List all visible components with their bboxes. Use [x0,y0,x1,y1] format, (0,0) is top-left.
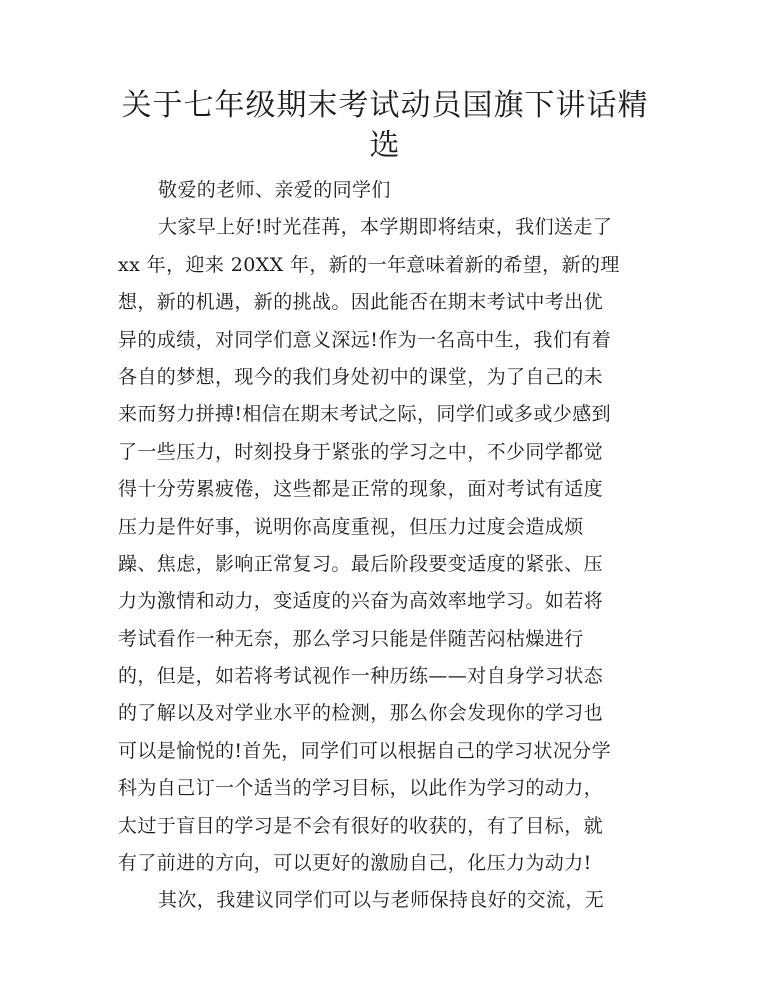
title-line: 关于七年级期末考试动员国旗下讲话精 [121,88,649,123]
body-line: 各自的梦想，现今的我们身处初中的课堂，为了自己的未 [118,365,604,388]
body-line: 其次，我建议同学们可以与老师保持良好的交流，无 [158,889,605,912]
body-line: 考试看作一种无奈，那么学习只能是伴随苦闷枯燥进行 [118,627,584,650]
title-line: 选 [369,128,401,163]
body-line: 的，但是，如若将考试视作一种历练——对自身学习状态 [118,665,604,688]
body-line: 有了前进的方向，可以更好的激励自己，化压力为动力! [118,852,592,875]
body-line: 大家早上好!时光荏苒，本学期即将结束，我们送走了 [158,216,613,239]
body-line: 得十分劳累疲倦，这些都是正常的现象，面对考试有适度 [118,478,604,501]
body-line: 的了解以及对学业水平的检测，那么你会发现你的学习也 [118,702,604,725]
body-line: 来而努力拼搏!相信在期末考试之际，同学们或多或少感到 [118,403,612,426]
body-line: 想，新的机遇，新的挑战。因此能否在期末考试中考出优 [118,291,604,314]
body-line: 可以是愉悦的!首先，同学们可以根据自己的学习状况分学 [118,739,612,762]
document-body [118,172,658,920]
body-line: 异的成绩，对同学们意义深远!作为一名高中生，我们有着 [118,328,612,351]
body-line: 躁、焦虑，影响正常复习。最后阶段要变适度的紧张、压 [118,552,604,575]
body-line: xx 年，迎来 20XX 年，新的一年意味着新的希望，新的理 [118,253,620,276]
body-line: 了一些压力，时刻投身于紧张的学习之中，不少同学都觉 [118,440,604,463]
body-line: 太过于盲目的学习是不会有很好的收获的，有了目标，就 [118,814,604,837]
salutation-line: 敬爱的老师、亲爱的同学们 [158,179,391,201]
body-line: 压力是件好事，说明你高度重视，但压力过度会造成烦 [118,515,584,538]
body-line: 力为激情和动力，变适度的兴奋为高效率地学习。如若将 [118,590,604,613]
body-line: 科为自己订一个适当的学习目标，以此作为学习的动力， [118,777,604,800]
document-title [100,86,670,166]
